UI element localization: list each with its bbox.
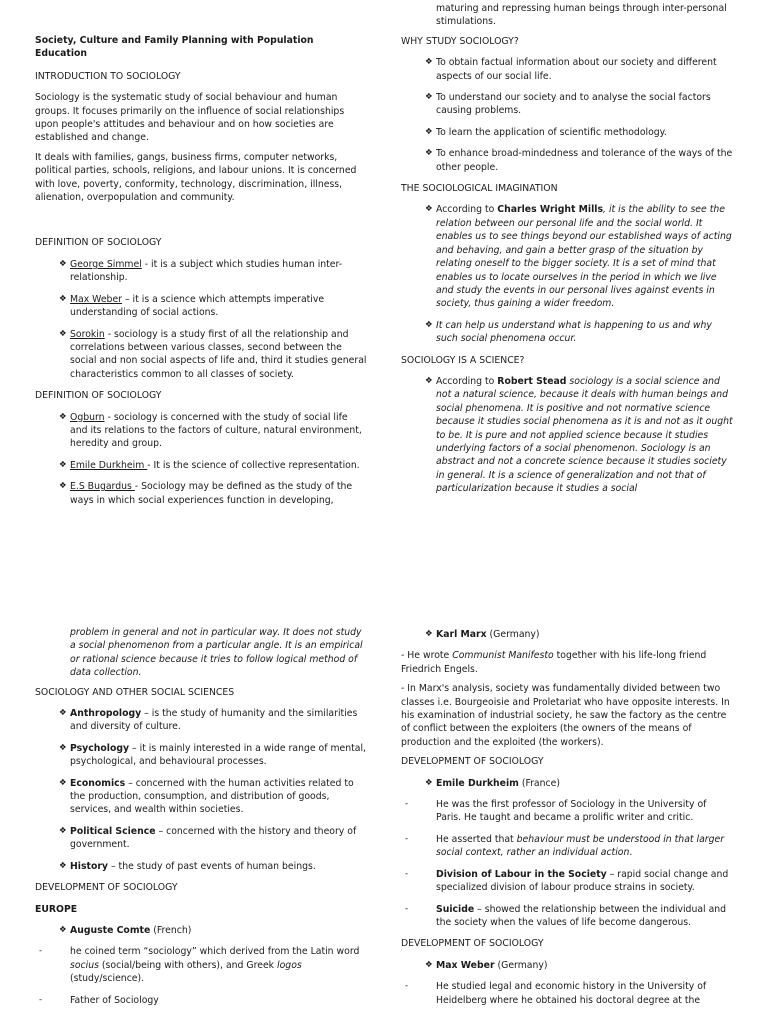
section-heading: DEVELOPMENT OF SOCIOLOGY [401,756,544,768]
section-heading: DEVELOPMENT OF SOCIOLOGY [35,882,178,894]
list-item: ❖ Anthropology – is the study of humanity and the similarities and diversity of culture. [59,708,358,733]
diamond-bullet-icon: ❖ [425,629,433,639]
diamond-bullet-icon: ❖ [59,481,67,492]
list-item: ❖ To enhance broad-mindedness and tolerance of the ways of the other people. [425,148,733,173]
diamond-bullet-icon: ❖ [425,777,433,788]
diamond-bullet-icon: ❖ [59,459,67,470]
other-sciences-list [35,707,368,873]
list-item: - He asserted that behaviour must be understood in that larger social context, rather an individual action. [405,833,725,859]
definition-list [35,411,368,507]
dash-bullet-icon: - [39,946,43,957]
dash-bullet-icon: - [39,994,43,1005]
section-heading: DEFINITION OF SOCIOLOGY [35,237,162,249]
paragraph: - He wrote Communist Manifesto together with his life-long friend Friedrich Engels. [401,650,707,675]
list-item: ❖ Emile Durkheim (France) [425,777,560,789]
why-list [401,56,733,174]
list-item: ❖ Sorokin - sociology is a study first of all the relationship and correlations between various classes, second between the social and non social aspects of life and, third it studies general characteristics common to all classes of society. [59,328,367,380]
list-item: ❖ According to Robert Stead sociology is a social science and not a natural science, because it deals with human beings and social phenomena. It is positive and not normative science because it studies social phenomena as it is and not as it ought to be. It is pure and not applied science because it studies underlying factors of a social phenomenon. Sociology is an abstract and not a concrete science because it studies society in general. It is a science of generalization and not that of particularization because it studies a social [425,375,733,495]
section-heading: WHY STUDY SOCIOLOGY? [401,35,519,47]
page2-left-column [35,626,368,1015]
list-item: ❖ Emile Durkheim - It is the science of collective representation. [59,459,360,471]
page1-right-column [401,2,733,504]
section-heading: INTRODUCTION TO SOCIOLOGY [35,70,181,82]
diamond-bullet-icon: ❖ [59,708,67,719]
list-item: ❖ Psychology – it is mainly interested in a wide range of mental, psychological, and behavioural processes. [59,742,366,768]
diamond-bullet-icon: ❖ [59,411,67,422]
list-item: - he coined term “sociology” which derived from the Latin word socius (social/being with others), and Greek logos (study/science). [39,946,360,985]
diamond-bullet-icon: ❖ [425,204,433,215]
list-item: ❖ Political Science – concerned with the history and theory of government. [59,825,357,851]
list-item: ❖ E.S Bugardus - Sociology may be defined as the study of the ways in which social experiences function in developing, [59,481,353,506]
diamond-bullet-icon: ❖ [59,742,67,753]
imagination-list [401,203,733,345]
section-heading: SOCIOLOGY IS A SCIENCE? [401,354,525,366]
diamond-bullet-icon: ❖ [59,258,67,269]
diamond-bullet-icon: ❖ [425,92,433,103]
list-item: ❖ Max Weber (Germany) [425,959,548,971]
diamond-bullet-icon: ❖ [425,959,433,970]
dash-bullet-icon: - [405,903,409,914]
dash-bullet-icon: - [405,868,409,879]
list-item: ❖ It can help us understand what is happening to us and why such social phenomena occur. [425,319,712,345]
diamond-bullet-icon: ❖ [59,860,67,871]
diamond-bullet-icon: ❖ [59,924,67,935]
list-item: ❖ Karl Marx (Germany) [425,629,540,640]
list-item: ❖ George Simmel - it is a subject which studies human inter-relationship. [59,258,343,284]
diamond-bullet-icon: ❖ [425,148,433,159]
diamond-bullet-icon: ❖ [59,825,67,836]
science-list [401,375,733,496]
section-heading: DEVELOPMENT OF SOCIOLOGY [401,938,544,950]
paragraph: It deals with families, gangs, business firms, computer networks, political parties, schools, religions, and labour unions. It is concerned with love, poverty, conformity, technology, discrimination, illness, alienation, overpopulation and community. [35,151,357,204]
list-item: - He studied legal and economic history in the University of Heidelberg where he obtained his doctoral degree at the [405,981,707,1006]
list-item: ❖ Auguste Comte (French) [59,924,192,936]
dash-bullet-icon: - [405,833,409,844]
dash-bullet-icon: - [405,799,409,810]
page1-left-column [35,34,368,512]
paragraph: Sociology is the systematic study of social behaviour and human groups. It focuses primarily on the influence of social relationships upon people's attitudes and behaviour and on how societies are established and change. [35,92,345,144]
diamond-bullet-icon: ❖ [59,328,67,339]
page2-right-column [401,628,733,1015]
section-heading: DEFINITION OF SOCIOLOGY [35,390,162,402]
diamond-bullet-icon: ❖ [425,319,433,330]
durkheim-list [401,777,733,930]
list-item: ❖ According to Charles Wright Mills, it is the ability to see the relation between our personal life and the social world. It enables us to see things beyond our established ways of acting and behaving, and gain a better grasp of the situation by relating oneself to the bigger society. It is a set of mind that enables us to locate ourselves in the period in which we live and study the events in our personal lives against events in society, thus gaining a wider freedom. [425,204,732,310]
list-item: ❖ History – the study of past events of human beings. [59,860,316,872]
list-item: ❖ To learn the application of scientific methodology. [425,126,667,138]
list-item: ❖ To understand our society and to analyse the social factors causing problems. [425,92,711,117]
list-item: - Suicide – showed the relationship between the individual and the society when the values of life become dangerous. [405,903,727,928]
list-item: - He was the first professor of Sociology in the University of Paris. He taught and became a prolific writer and critic. [405,799,707,824]
paragraph: - In Marx's analysis, society was fundamentally divided between two classes i.e. Bourgeoisie and Proletariat who have opposite interests. In his examination of industrial society, he saw the factory as the centre of conflict between the exploiters (the owners of the means of production and the exploited (the workers). [401,683,730,748]
weber-list [401,959,733,1007]
section-heading: THE SOCIOLOGICAL IMAGINATION [401,183,558,195]
dash-bullet-icon: - [405,981,409,992]
diamond-bullet-icon: ❖ [425,375,433,386]
section-heading: SOCIOLOGY AND OTHER SOCIAL SCIENCES [35,686,235,698]
diamond-bullet-icon: ❖ [425,57,433,68]
continued-text: problem in general and not in particular way. It does not study a social phenomenon from a particular angle. It is an empirical or rational science because it tries to follow logical method of data collection. [70,627,363,679]
diamond-bullet-icon: ❖ [59,293,67,304]
subheading-europe: EUROPE [35,903,78,915]
list-item: ❖ Max Weber – it is a science which attempts imperative understanding of social actions. [59,293,325,319]
list-item: ❖ To obtain factual information about our society and different aspects of our social life. [425,57,717,82]
continued-text: maturing and repressing human beings through inter-personal stimulations. [436,3,727,28]
document-title: Society, Culture and Family Planning with Population Education [35,35,314,60]
comte-list [35,924,368,1007]
list-item: ❖ Economics – concerned with the human activities related to the production, consumption, and distribution of goods, services, and wealth within societies. [59,777,354,816]
definition-list [35,258,368,381]
list-item: - Father of Sociology [39,994,159,1006]
diamond-bullet-icon: ❖ [425,126,433,137]
list-item: ❖ Ogburn - sociology is concerned with the study of social life and its relations to the factors of culture, natural environment, heredity and group. [59,411,362,450]
list-item: - Division of Labour in the Society – rapid social change and specialized division of labour produce strains in society. [405,868,729,894]
diamond-bullet-icon: ❖ [59,777,67,788]
marx-list [401,628,733,641]
page-2 [0,512,768,1024]
